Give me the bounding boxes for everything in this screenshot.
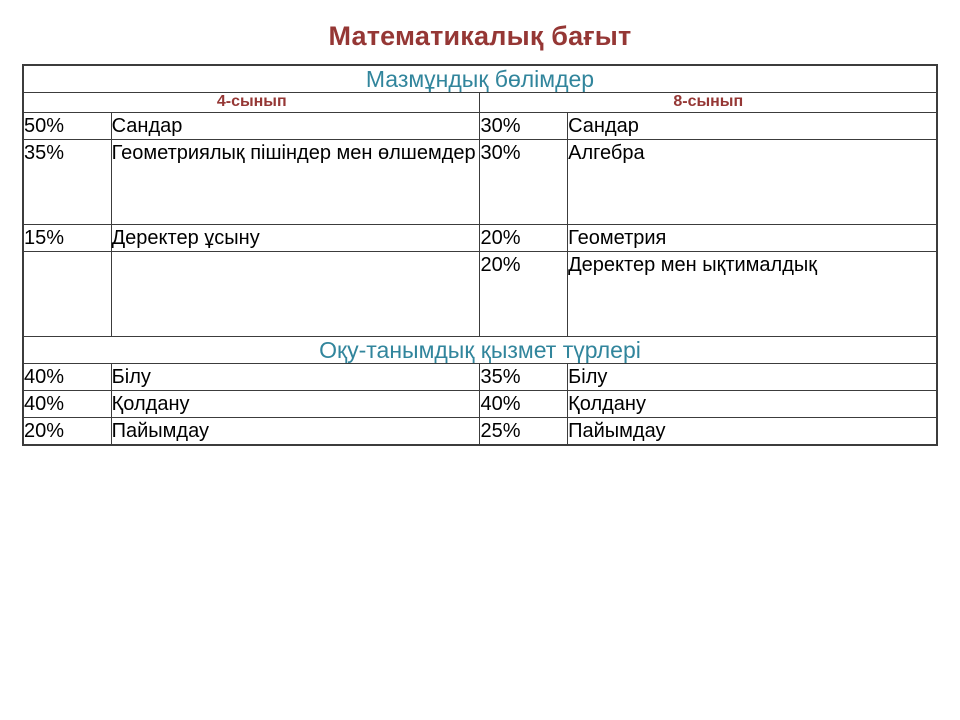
cell-left-percent xyxy=(24,251,112,336)
section-heading-content: Мазмұндық бөлімдер xyxy=(24,65,937,92)
page-title: Математикалық бағыт xyxy=(328,21,632,51)
cell-right-label: Пайымдау xyxy=(568,417,937,444)
cell-left-percent: 35% xyxy=(24,139,112,224)
cell-right-percent: 30% xyxy=(480,139,568,224)
content-table-wrapper xyxy=(22,64,938,446)
cell-right-percent: 20% xyxy=(480,251,568,336)
cell-left-label: Геометриялық пішіндер мен өлшемдер xyxy=(111,139,480,224)
cell-left-percent: 50% xyxy=(24,112,112,139)
cell-left-label: Деректер ұсыну xyxy=(111,224,480,251)
cell-right-label: Қолдану xyxy=(568,390,937,417)
cell-right-percent: 30% xyxy=(480,112,568,139)
subheader-grade-8: 8-сынып xyxy=(480,93,937,112)
cell-left-percent: 15% xyxy=(24,224,112,251)
cell-right-label: Геометрия xyxy=(568,224,937,251)
cell-left-label: Қолдану xyxy=(111,390,480,417)
cell-left-label: Білу xyxy=(111,363,480,390)
cell-right-label: Алгебра xyxy=(568,139,937,224)
cell-left-percent: 40% xyxy=(24,390,112,417)
subheader-row xyxy=(24,93,937,112)
table-row xyxy=(24,112,937,139)
cell-right-percent: 20% xyxy=(480,224,568,251)
table-row xyxy=(24,224,937,251)
cell-right-label: Деректер мен ықтималдық xyxy=(568,251,937,336)
cell-right-percent: 35% xyxy=(480,363,568,390)
cell-left-label xyxy=(111,251,480,336)
cell-left-label: Сандар xyxy=(111,112,480,139)
section-heading-row xyxy=(24,65,937,92)
cell-right-percent: 40% xyxy=(480,390,568,417)
cell-right-label: Білу xyxy=(568,363,937,390)
cell-left-percent: 40% xyxy=(24,363,112,390)
cell-left-percent: 20% xyxy=(24,417,112,444)
section-heading-content: Оқу-танымдық қызмет түрлері xyxy=(24,336,937,363)
table-row xyxy=(24,251,937,336)
table-row xyxy=(24,417,937,444)
subheader-grade-4: 4-сынып xyxy=(24,93,480,112)
table-row xyxy=(24,139,937,224)
cell-left-label: Пайымдау xyxy=(111,417,480,444)
content-table xyxy=(23,65,937,445)
cell-right-percent: 25% xyxy=(480,417,568,444)
cell-right-label: Сандар xyxy=(568,112,937,139)
table-row xyxy=(24,390,937,417)
table-row xyxy=(24,363,937,390)
section-heading-row xyxy=(24,336,937,363)
